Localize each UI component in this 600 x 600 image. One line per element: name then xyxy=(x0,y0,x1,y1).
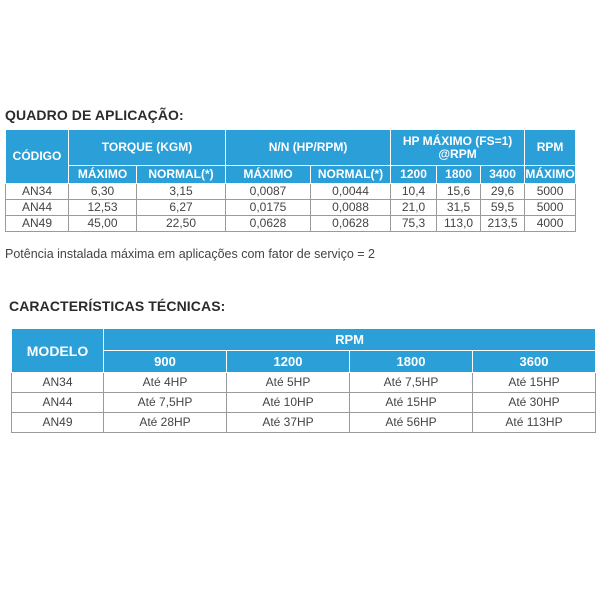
cell: Até 15HP xyxy=(350,393,473,413)
header-rpm-1200: 1200 xyxy=(227,351,350,373)
header-nn-normal: NORMAL(*) xyxy=(311,166,391,184)
cell: 6,27 xyxy=(137,200,226,216)
header-rpm-900: 900 xyxy=(104,351,227,373)
cell: 6,30 xyxy=(69,184,137,200)
header-hp-1800: 1800 xyxy=(437,166,481,184)
table-row xyxy=(6,184,576,200)
cell: 31,5 xyxy=(437,200,481,216)
header-rpm-3600: 3600 xyxy=(473,351,596,373)
cell: Até 10HP xyxy=(227,393,350,413)
cell: 3,15 xyxy=(137,184,226,200)
cell: 0,0628 xyxy=(226,216,311,232)
cell: 12,53 xyxy=(69,200,137,216)
header-torque-max: MÁXIMO xyxy=(69,166,137,184)
cell: Até 37HP xyxy=(227,413,350,433)
header-hp-1200: 1200 xyxy=(391,166,437,184)
table-row xyxy=(12,393,596,413)
cell: 59,5 xyxy=(481,200,525,216)
header-model: MODELO xyxy=(12,329,104,373)
header-nn: N/N (HP/RPM) xyxy=(226,130,391,166)
cell: 0,0087 xyxy=(226,184,311,200)
cell: 0,0044 xyxy=(311,184,391,200)
cell: Até 7,5HP xyxy=(104,393,227,413)
header-rpm-1800: 1800 xyxy=(350,351,473,373)
cell: 0,0628 xyxy=(311,216,391,232)
cell: 5000 xyxy=(525,200,576,216)
cell: 21,0 xyxy=(391,200,437,216)
header-nn-max: MÁXIMO xyxy=(226,166,311,184)
table-row xyxy=(6,200,576,216)
cell: Até 4HP xyxy=(104,373,227,393)
header-hp-max-line1: HP MÁXIMO (FS=1) xyxy=(402,133,513,148)
header-hp-3400: 3400 xyxy=(481,166,525,184)
cell: 213,5 xyxy=(481,216,525,232)
cell: Até 56HP xyxy=(350,413,473,433)
cell: 22,50 xyxy=(137,216,226,232)
application-note: Potência instalada máxima em aplicações com fator de serviço = 2 xyxy=(5,247,375,261)
header-torque-normal: NORMAL(*) xyxy=(137,166,226,184)
technical-title: CARACTERÍSTICAS TÉCNICAS: xyxy=(9,298,226,314)
cell: 5000 xyxy=(525,184,576,200)
cell: 0,0175 xyxy=(226,200,311,216)
cell-model: AN44 xyxy=(12,393,104,413)
application-title: QUADRO DE APLICAÇÃO: xyxy=(5,107,184,123)
header-code: CÓDIGO xyxy=(6,130,69,184)
cell: 45,00 xyxy=(69,216,137,232)
header-rpm: RPM xyxy=(525,130,576,166)
cell-model: AN49 xyxy=(12,413,104,433)
cell: Até 113HP xyxy=(473,413,596,433)
application-table xyxy=(5,129,576,232)
header-torque: TORQUE (KGM) xyxy=(69,130,226,166)
header-rpm: RPM xyxy=(104,329,596,351)
cell: Até 15HP xyxy=(473,373,596,393)
cell-model: AN34 xyxy=(12,373,104,393)
cell: 75,3 xyxy=(391,216,437,232)
cell: 113,0 xyxy=(437,216,481,232)
table-row xyxy=(12,413,596,433)
technical-table xyxy=(11,328,596,433)
cell: 4000 xyxy=(525,216,576,232)
cell-code: AN44 xyxy=(6,200,69,216)
cell: 15,6 xyxy=(437,184,481,200)
cell: 10,4 xyxy=(391,184,437,200)
table-row xyxy=(12,373,596,393)
header-hp-max-line2: @RPM xyxy=(438,146,477,161)
cell: 0,0088 xyxy=(311,200,391,216)
cell: Até 7,5HP xyxy=(350,373,473,393)
header-hp-max xyxy=(391,130,525,166)
cell: Até 30HP xyxy=(473,393,596,413)
cell: 29,6 xyxy=(481,184,525,200)
cell-code: AN49 xyxy=(6,216,69,232)
header-rpm-max: MÁXIMO xyxy=(525,166,576,184)
cell: Até 28HP xyxy=(104,413,227,433)
table-row xyxy=(6,216,576,232)
cell-code: AN34 xyxy=(6,184,69,200)
cell: Até 5HP xyxy=(227,373,350,393)
